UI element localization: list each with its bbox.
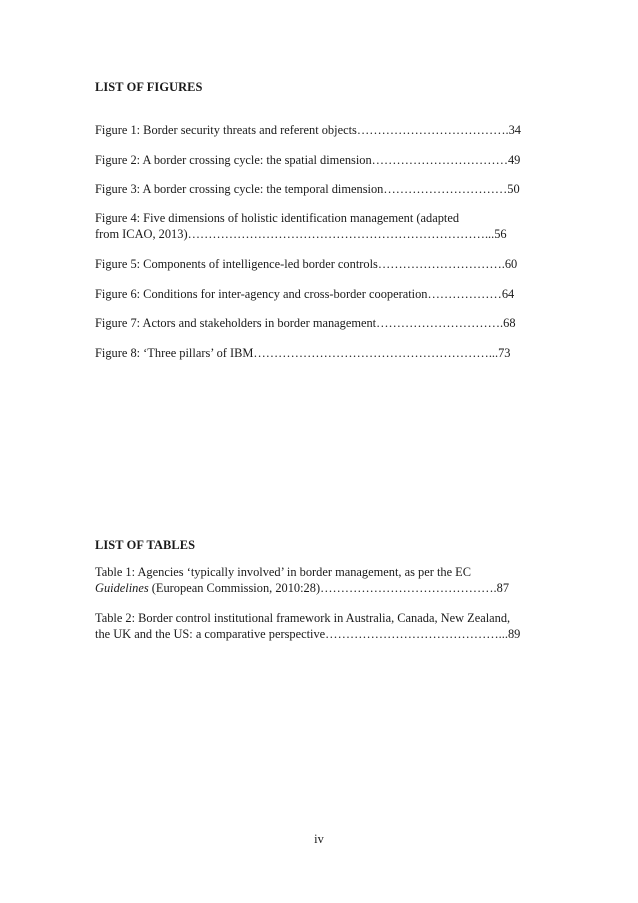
figure-entry-text: Figure 6: Conditions for inter-agency and cross-border cooperation………………64	[95, 287, 515, 301]
table-entry-2[interactable]	[95, 610, 541, 642]
table-entry-text-continued: the UK and the US: a comparative perspective……………………………………...89	[95, 627, 521, 641]
table-entry-text-rest: (European Commission, 2010:28)…………………………………….87	[148, 581, 510, 595]
figure-entry-2[interactable]	[95, 152, 541, 168]
figure-entry-5[interactable]	[95, 256, 541, 272]
page-number: iv	[314, 832, 324, 846]
guidelines-italic-text: Guidelines	[95, 581, 149, 595]
figure-entry-4[interactable]	[95, 210, 541, 242]
list-of-figures-heading: LIST OF FIGURES	[95, 80, 203, 94]
figure-entry-1[interactable]	[95, 122, 541, 138]
figure-entry-text: Figure 5: Components of intelligence-led border controls………………………….60	[95, 257, 518, 271]
table-entry-text: Table 2: Border control institutional framework in Australia, Canada, New Zealand,	[95, 611, 511, 625]
figure-entry-text-continued: from ICAO, 2013)………………………………………………………………...56	[95, 227, 507, 241]
figure-entry-7[interactable]	[95, 315, 541, 331]
figure-entry-3[interactable]	[95, 181, 541, 197]
figure-entry-text: Figure 7: Actors and stakeholders in border management………………………….68	[95, 316, 516, 330]
figure-entry-6[interactable]	[95, 286, 541, 302]
figure-entry-8[interactable]	[95, 345, 541, 361]
table-entry-1[interactable]	[95, 564, 541, 596]
figure-entry-text: Figure 1: Border security threats and referent objects……………………………….34	[95, 123, 522, 137]
figure-entry-text: Figure 4: Five dimensions of holistic identification management (adapted	[95, 211, 460, 225]
table-entry-text: Table 1: Agencies ‘typically involved’ in border management, as per the EC	[95, 565, 472, 579]
table-entry-text-continued	[95, 580, 541, 596]
figure-entry-text: Figure 3: A border crossing cycle: the temporal dimension…………………………50	[95, 182, 520, 196]
list-of-tables-heading: LIST OF TABLES	[95, 538, 196, 552]
figure-entry-text: Figure 2: A border crossing cycle: the spatial dimension……………………………49	[95, 153, 521, 167]
figure-entry-text: Figure 8: ‘Three pillars’ of IBM…………………………………………………...73	[95, 346, 511, 360]
